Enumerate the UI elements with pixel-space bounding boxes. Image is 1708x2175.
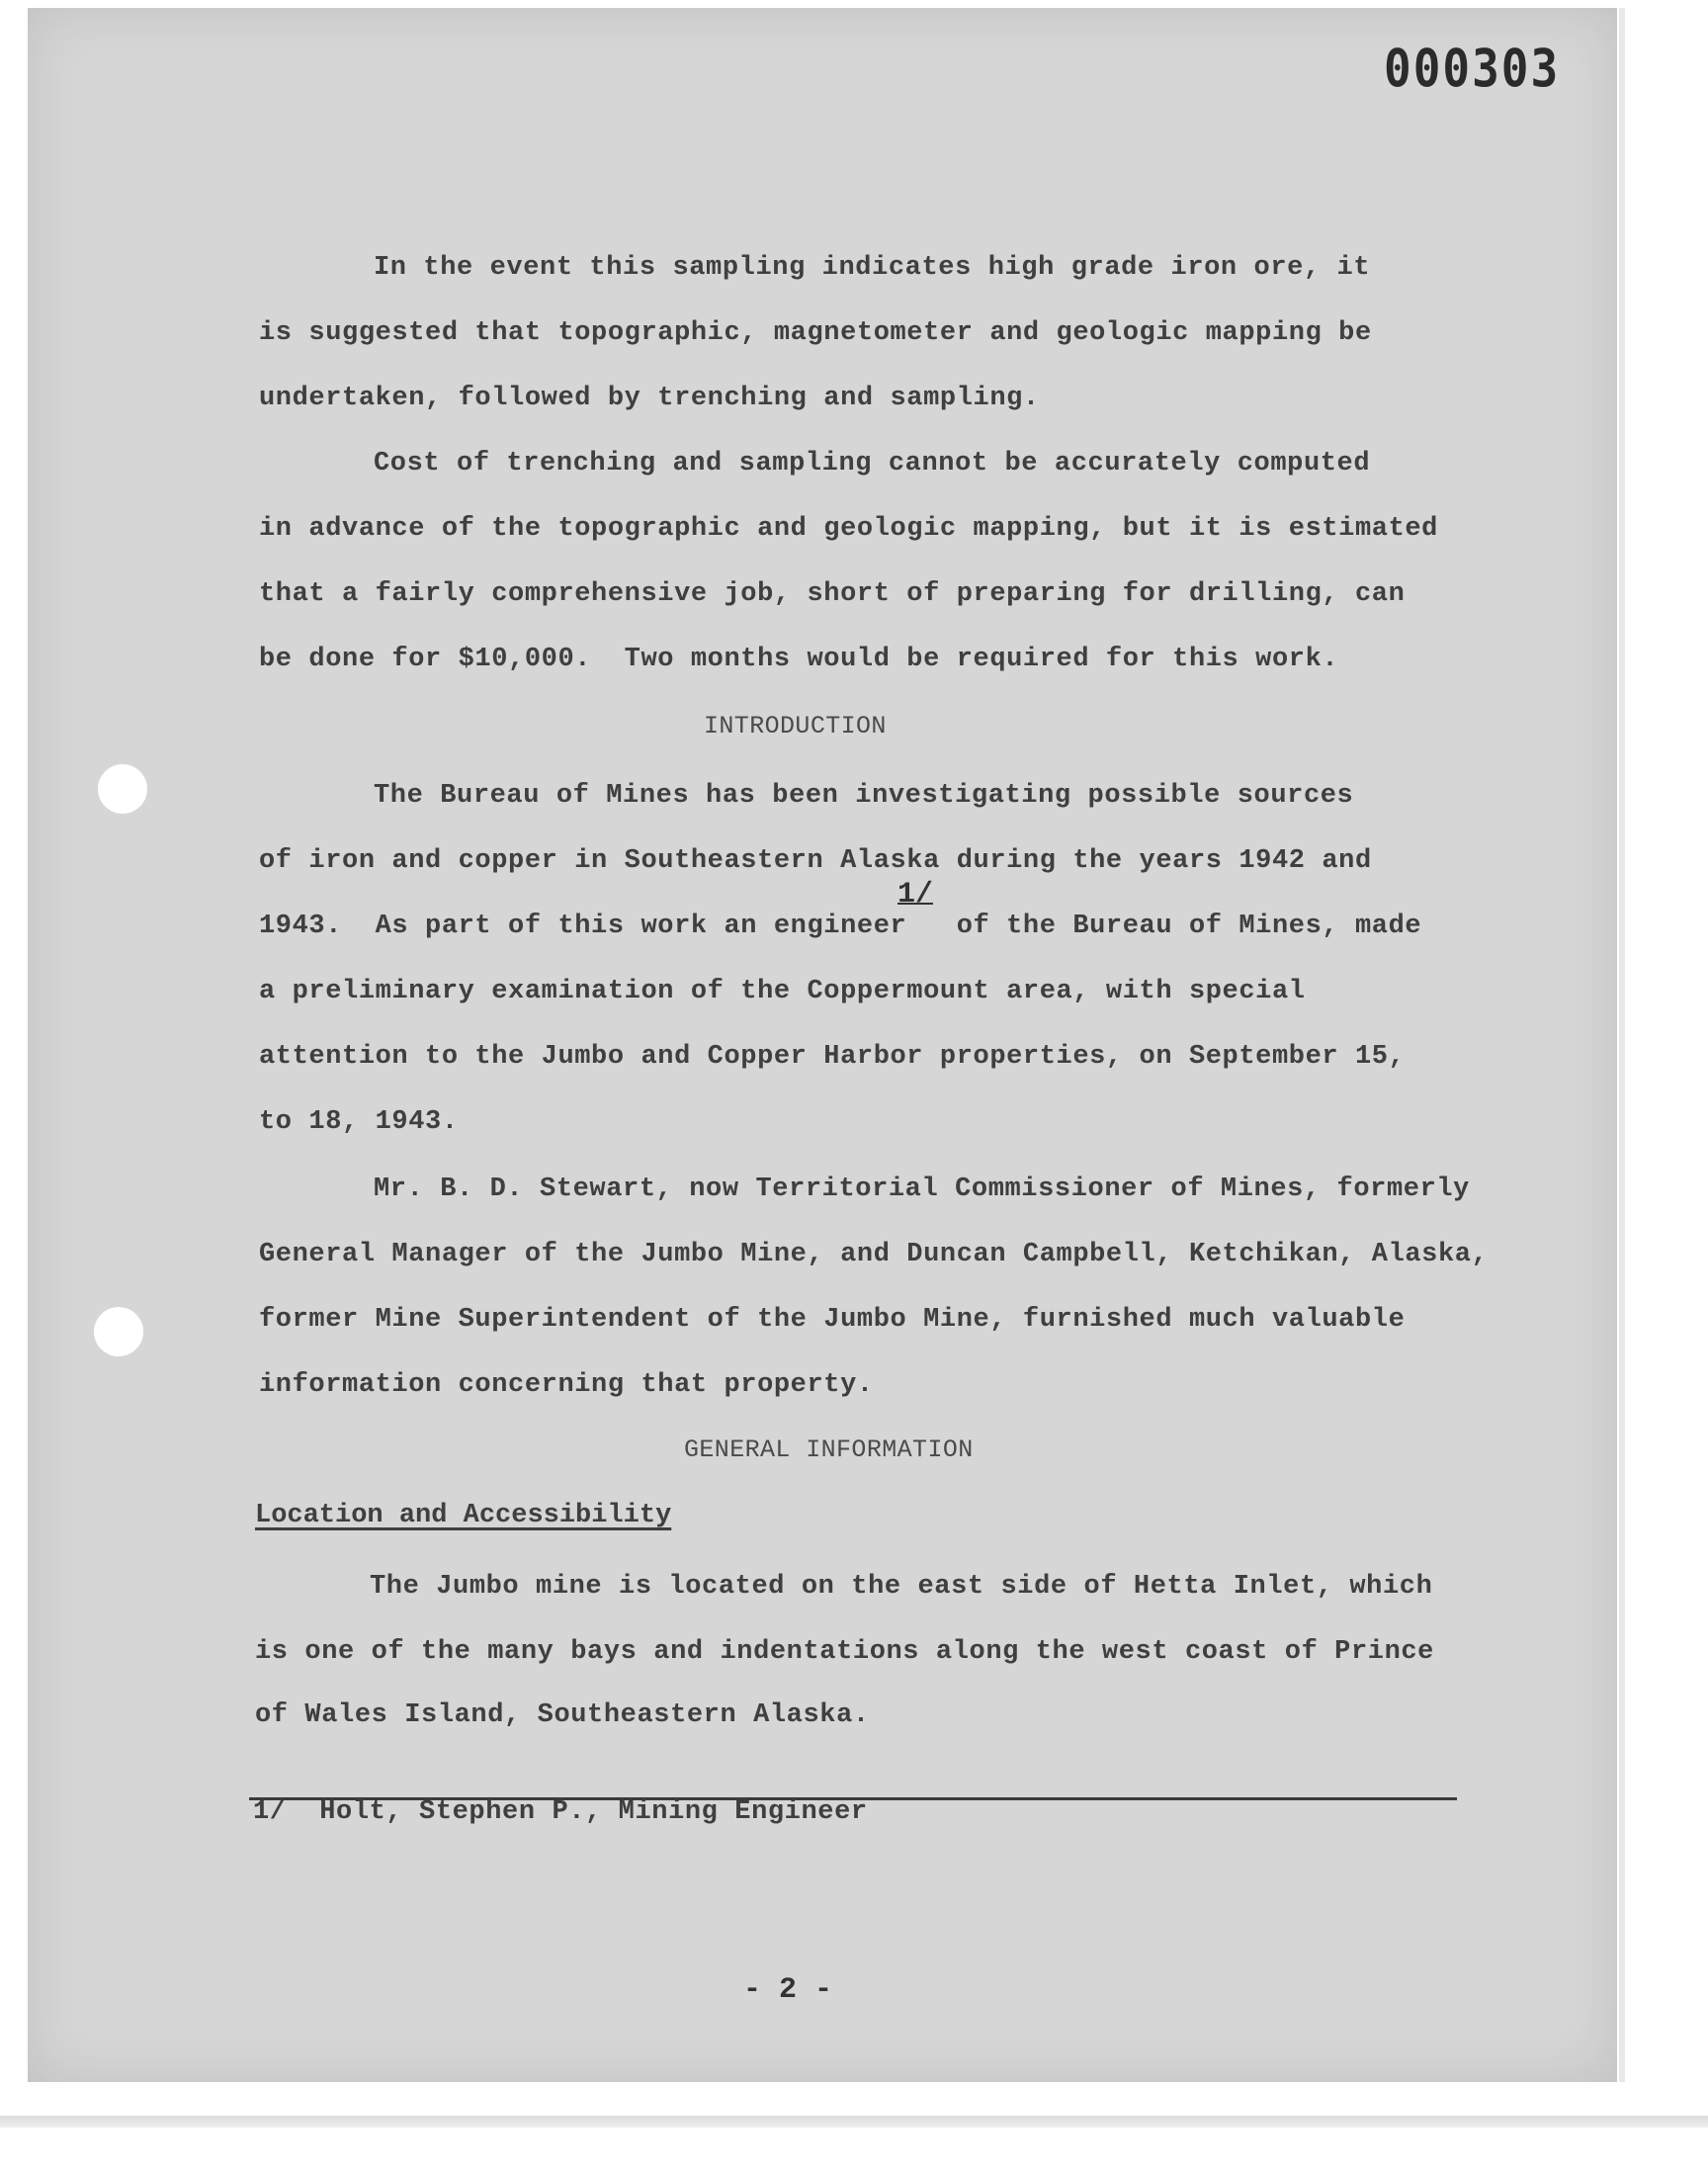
paragraph-5-line: is one of the many bays and indentations along the west coast of Prince xyxy=(255,1637,1434,1667)
paragraph-3-line: a preliminary examination of the Coppermount area, with special xyxy=(259,977,1306,1006)
paragraph-4-line: former Mine Superintendent of the Jumbo Mine, furnished much valuable xyxy=(259,1305,1406,1335)
paragraph-2-line: that a fairly comprehensive job, short of preparing for drilling, can xyxy=(259,579,1406,609)
punch-hole-top xyxy=(98,764,147,814)
page-number: - 2 - xyxy=(743,1973,833,2007)
paragraph-2-line: in advance of the topographic and geologic mapping, but it is estimated xyxy=(259,514,1438,544)
paragraph-4-line: General Manager of the Jumbo Mine, and Duncan Campbell, Ketchikan, Alaska, xyxy=(259,1240,1489,1269)
paragraph-2-line: Cost of trenching and sampling cannot be accurately computed xyxy=(374,449,1371,478)
paragraph-5-line: of Wales Island, Southeastern Alaska. xyxy=(255,1700,870,1730)
section-heading-introduction: INTRODUCTION xyxy=(704,712,887,740)
paragraph-4-line: information concerning that property. xyxy=(259,1370,874,1400)
paragraph-4-line: Mr. B. D. Stewart, now Territorial Commissioner of Mines, formerly xyxy=(374,1174,1470,1204)
paragraph-3-line: of iron and copper in Southeastern Alaska during the years 1942 and xyxy=(259,846,1372,876)
paragraph-3-line: attention to the Jumbo and Copper Harbor properties, on September 15, xyxy=(259,1042,1406,1072)
paragraph-2-line: be done for $10,000. Two months would be required for this work. xyxy=(259,645,1339,674)
page-edge xyxy=(1619,8,1625,2082)
paragraph-1-line: undertaken, followed by trenching and sampling. xyxy=(259,384,1040,413)
footnote-text: 1/ Holt, Stephen P., Mining Engineer xyxy=(253,1797,868,1827)
scan-bottom-strip xyxy=(0,2116,1708,2128)
paragraph-3-line: 1943. As part of this work an engineer of the Bureau of Mines, made xyxy=(259,912,1422,941)
paragraph-3-line: The Bureau of Mines has been investigating possible sources xyxy=(374,781,1354,811)
paragraph-1-line: is suggested that topographic, magnetometer and geologic mapping be xyxy=(259,318,1372,348)
subheading-location: Location and Accessibility xyxy=(255,1501,672,1530)
paragraph-5-line: The Jumbo mine is located on the east side of Hetta Inlet, which xyxy=(370,1572,1433,1602)
section-heading-general-information: GENERAL INFORMATION xyxy=(684,1436,974,1464)
paragraph-1-line: In the event this sampling indicates high grade iron ore, it xyxy=(374,253,1371,283)
paragraph-3-line: to 18, 1943. xyxy=(259,1107,459,1137)
punch-hole-bottom xyxy=(94,1307,143,1356)
footnote-marker: 1/ xyxy=(897,878,934,912)
document-number: 000303 xyxy=(1384,37,1561,100)
